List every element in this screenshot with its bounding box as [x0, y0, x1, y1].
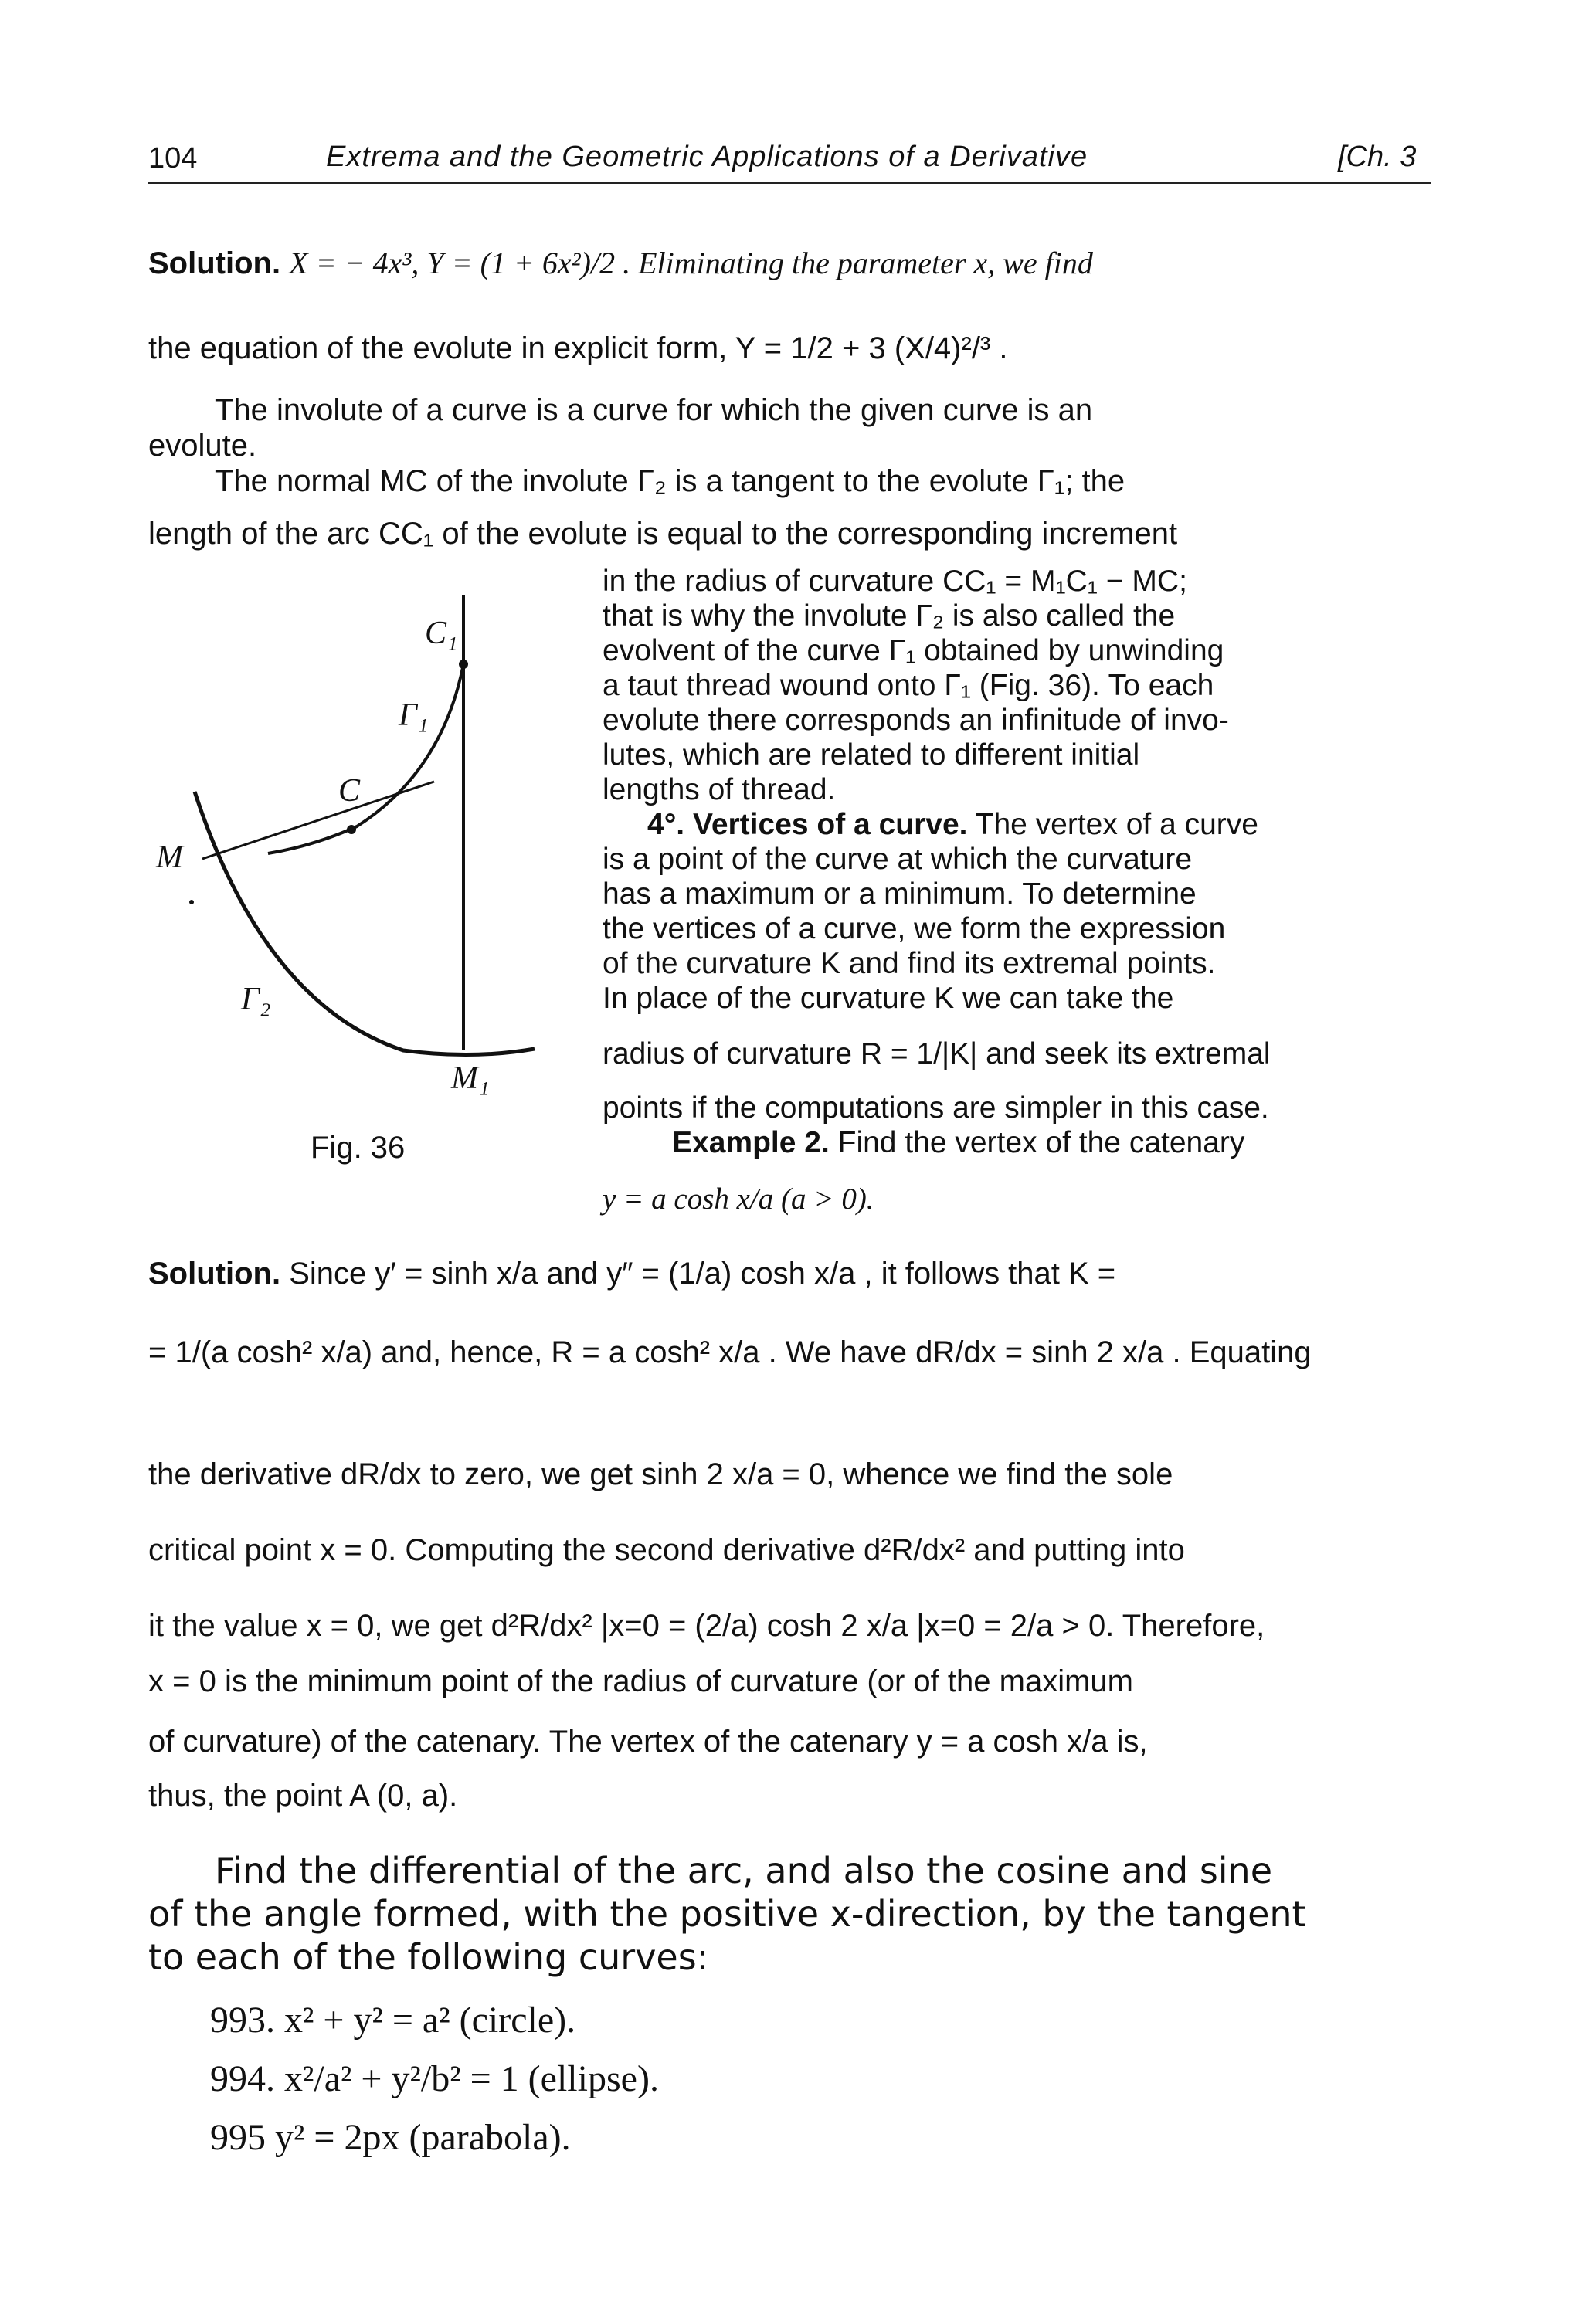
example-text: Find the vertex of the catenary	[829, 1126, 1245, 1159]
header-chapter: [Ch. 3	[1338, 141, 1417, 173]
solution-text: Since y′ = sinh x/a and y″ = (1/a) cosh x/a , it follows that K =	[289, 1257, 1116, 1291]
text-line	[603, 1125, 1500, 1160]
text-line: lutes, which are related to different initial	[603, 738, 1140, 772]
label-gamma2: Γ₂	[241, 982, 271, 1017]
example-label: Example 2.	[672, 1126, 830, 1159]
evolute-curve	[268, 664, 463, 853]
figure-36	[148, 572, 596, 1112]
text-line: x = 0 is the minimum point of the radius of curvature (or of the maximum	[148, 1664, 1133, 1698]
text-line: evolute.	[148, 429, 257, 463]
page-number: 104	[148, 142, 198, 175]
text-line: that is why the involute Γ₂ is also called the	[603, 599, 1176, 633]
label-c: C	[338, 773, 361, 809]
formula: X = − 4x³, Y = (1 + 6x²)/2 . Eliminating the parameter x, we find	[289, 246, 1093, 280]
text-line: the equation of the evolute in explicit form, Y = 1/2 + 3 (X/4)²/³ .	[148, 331, 1008, 365]
section-text: The vertex of a curve	[967, 808, 1258, 841]
text-line: In place of the curvature K we can take the	[603, 982, 1174, 1015]
text-line	[148, 1256, 1431, 1291]
text-line: points if the computations are simpler in this case.	[603, 1091, 1269, 1125]
text-line: is a point of the curve at which the curvature	[603, 843, 1193, 876]
text-line: The normal MC of the involute Γ₂ is a tangent to the evolute Γ₁; the	[215, 464, 1125, 498]
exercise-line: of the angle formed, with the positive x-direction, by the tangent	[148, 1893, 1306, 1935]
solution-label: Solution.	[148, 1257, 281, 1291]
catenary-formula: y = a cosh x/a (a > 0).	[603, 1182, 874, 1216]
dot-mark	[189, 900, 194, 904]
text-line: a taut thread wound onto Γ₁ (Fig. 36). To each	[603, 669, 1214, 702]
text-line: in the radius of curvature CC₁ = M₁C₁ − MC;	[603, 565, 1187, 598]
text-line: the vertices of a curve, we form the expression	[603, 912, 1226, 945]
involute-definition: The involute of a curve is a curve for which the given curve is an	[215, 393, 1093, 427]
text-line: thus, the point A (0, a).	[148, 1779, 458, 1813]
exercise-line: to each of the following curves:	[148, 1936, 709, 1978]
label-m: M	[156, 840, 183, 875]
text-line: evolute there corresponds an infinitude of invo-	[603, 704, 1229, 737]
text-line: of the curvature K and find its extremal points.	[603, 947, 1216, 980]
point-c1	[459, 660, 468, 669]
point-c	[347, 825, 356, 834]
problem-994: 994. x²/a² + y²/b² = 1 (ellipse).	[210, 2058, 659, 2099]
text-line: = 1/(a cosh² x/a) and, hence, R = a cosh² x/a . We have dR/dx = sinh 2 x/a . Equating	[148, 1335, 1312, 1369]
text-line: lengths of thread.	[603, 773, 836, 806]
text-line	[148, 246, 1431, 281]
label-c1: C₁	[425, 616, 458, 651]
section-heading: 4°. Vertices of a curve.	[647, 808, 968, 841]
text-line: of curvature) of the catenary. The vertex of the catenary y = a cosh x/a is,	[148, 1725, 1148, 1759]
text-line: critical point x = 0. Computing the second derivative d²R/dx² and putting into	[148, 1533, 1185, 1567]
problem-993: 993. x² + y² = a² (circle).	[210, 2000, 576, 2041]
label-m1: M₁	[451, 1060, 490, 1096]
text-line: length of the arc CC₁ of the evolute is equal to the corresponding increment	[148, 517, 1178, 551]
figure-caption: Fig. 36	[311, 1131, 406, 1165]
running-header	[148, 136, 1431, 184]
text-line: evolvent of the curve Γ₁ obtained by unwinding	[603, 634, 1224, 667]
text-line: radius of curvature R = 1/|K| and seek its extremal	[603, 1037, 1271, 1070]
exercise-line: Find the differential of the arc, and also the cosine and sine	[215, 1850, 1273, 1891]
text-line	[603, 807, 1475, 842]
problem-995: 995 y² = 2px (parabola).	[210, 2117, 571, 2158]
label-gamma1: Γ₁	[399, 697, 429, 733]
text-line: the derivative dR/dx to zero, we get sinh 2 x/a = 0, whence we find the sole	[148, 1457, 1173, 1491]
normal-mc	[202, 782, 434, 859]
text-line: has a maximum or a minimum. To determine	[603, 877, 1197, 911]
header-title: Extrema and the Geometric Applications of a Derivative	[326, 141, 1088, 173]
solution-label: Solution.	[148, 246, 281, 280]
text-line	[148, 392, 1497, 428]
text-line: it the value x = 0, we get d²R/dx² |x=0 = (2/a) cosh 2 x/a |x=0 = 2/a > 0. Therefore,	[148, 1609, 1265, 1643]
